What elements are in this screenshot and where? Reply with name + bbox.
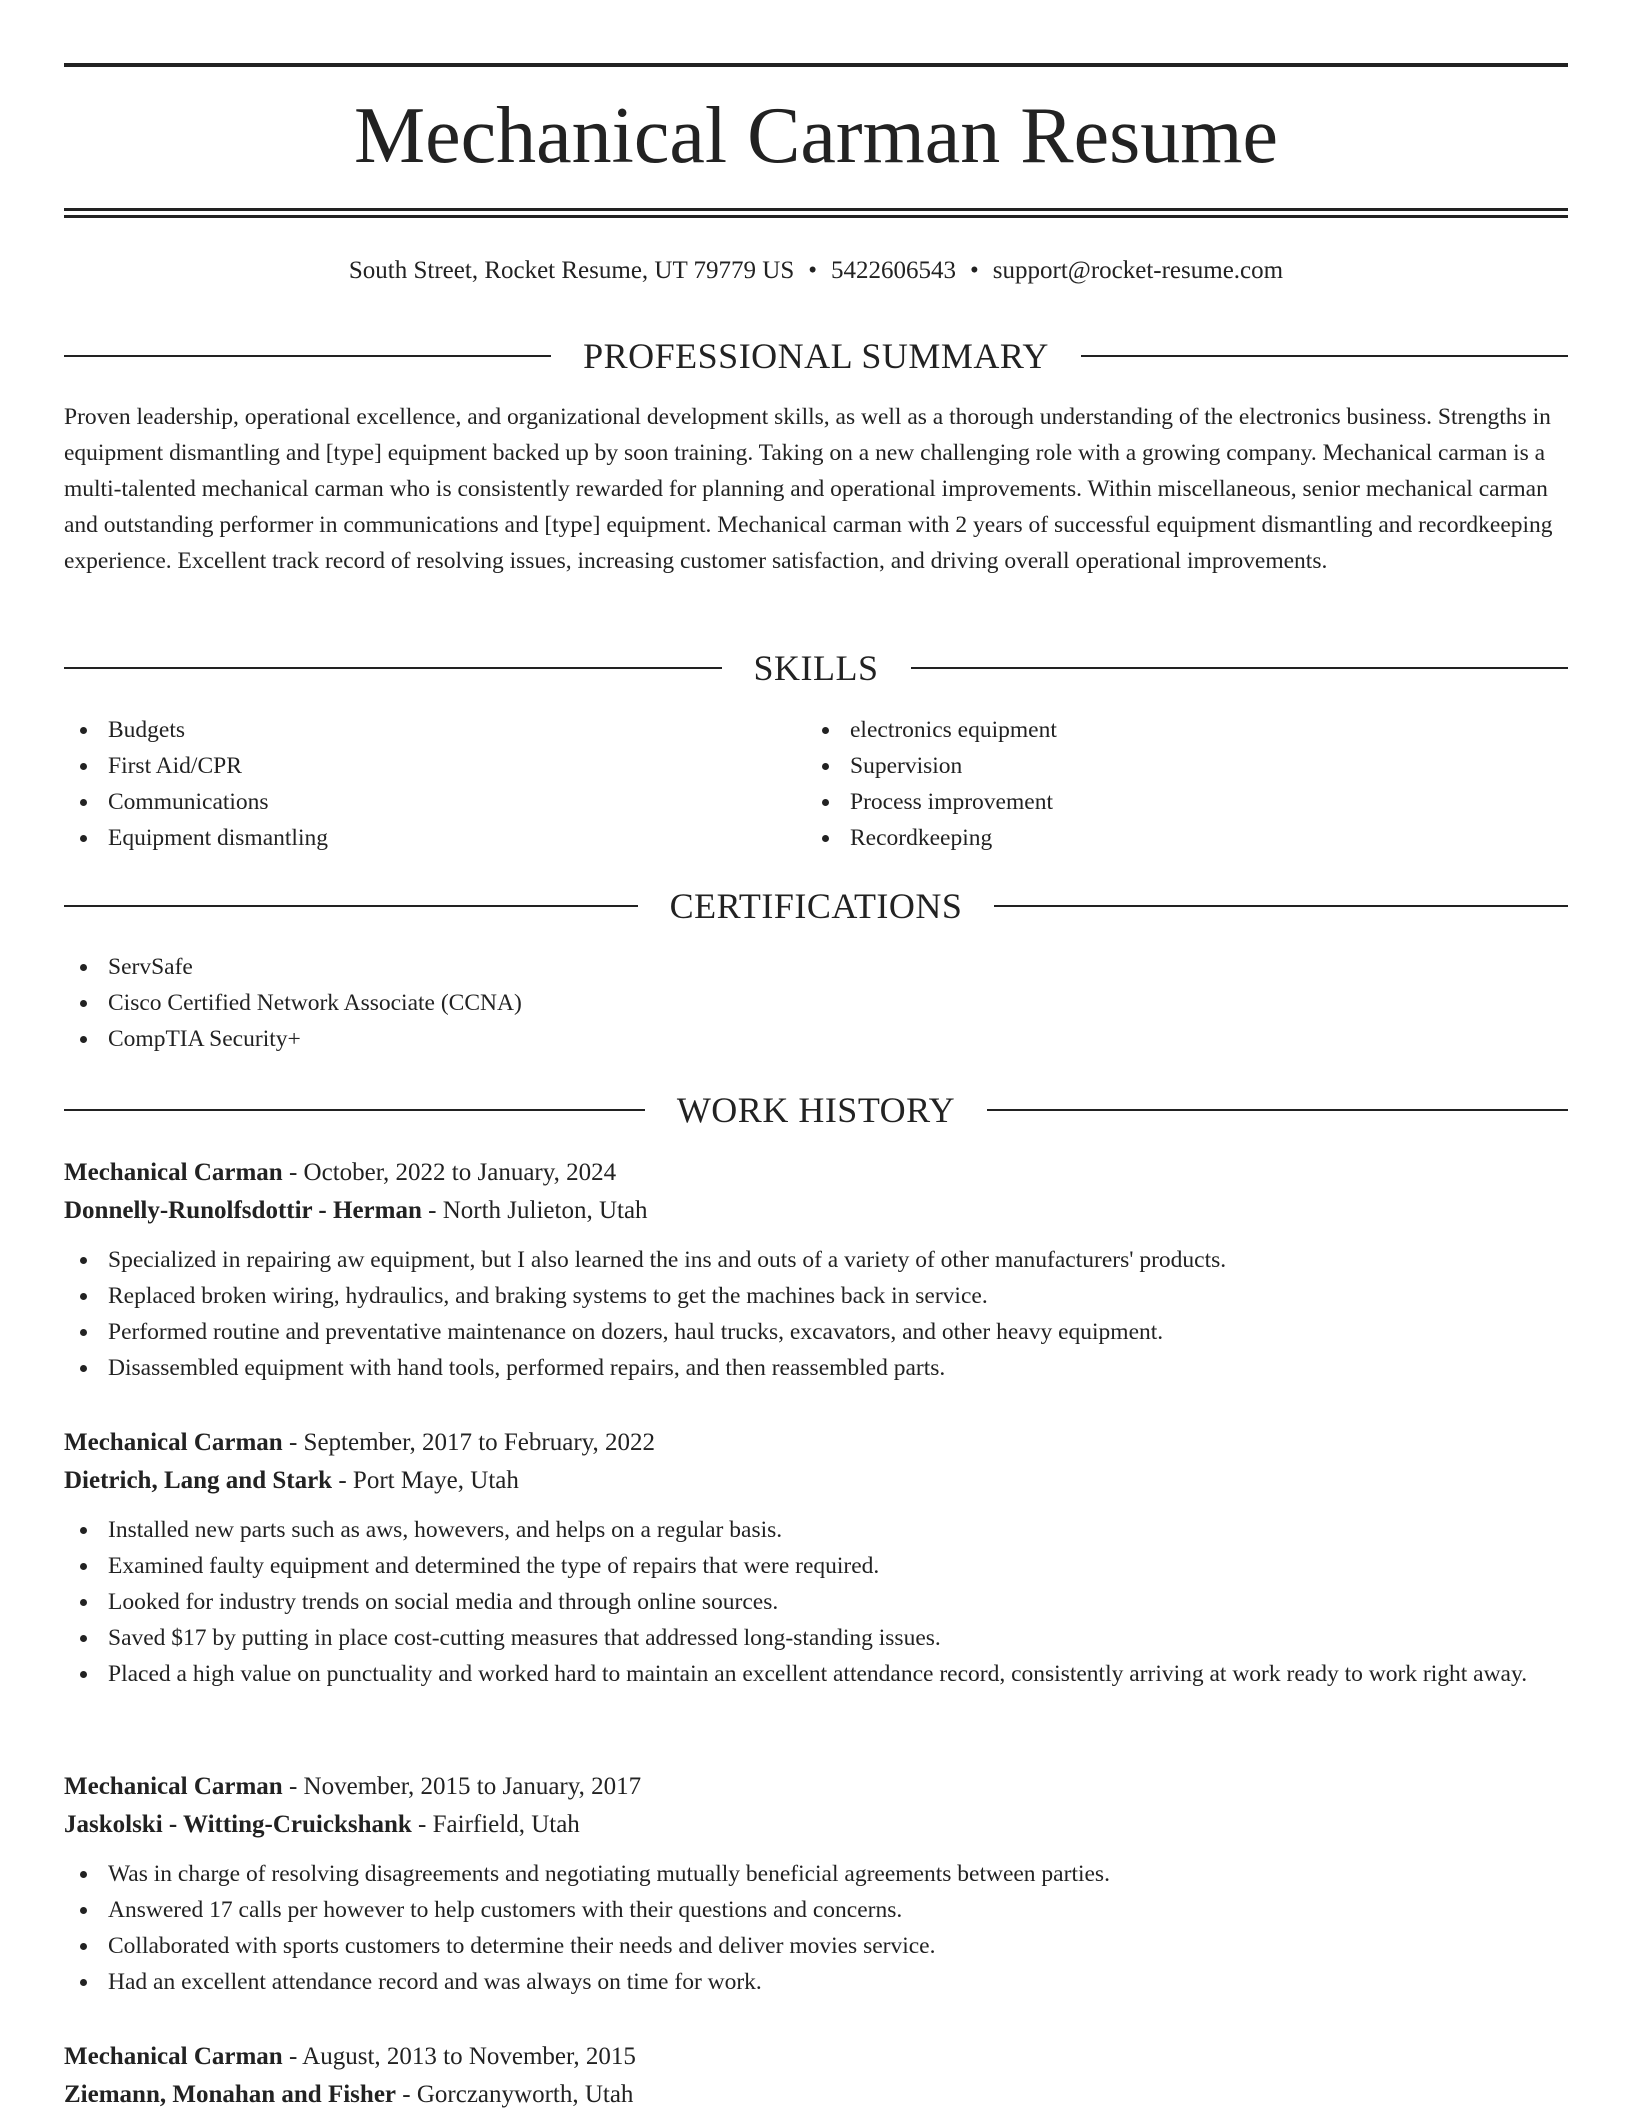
divider [64, 667, 722, 669]
section-heading-skills [64, 648, 1568, 688]
job-title-line [64, 1424, 1568, 1462]
list-item: First Aid/CPR [64, 748, 328, 784]
job-entry [64, 1154, 1568, 1386]
list-item: Equipment dismantling [64, 820, 328, 856]
job-location: - North Julieton, Utah [421, 1197, 648, 1224]
job-company-line [64, 2076, 1568, 2114]
list-item: Was in charge of resolving disagreements and negotiating mutually beneficial agreements between parties. [64, 1856, 1568, 1892]
contact-separator: • [808, 257, 818, 284]
certifications-list [64, 949, 522, 1057]
divider [994, 905, 1568, 907]
job-entry [64, 1768, 1568, 2000]
job-title-line [64, 2038, 1568, 2076]
skills-list-right [806, 712, 1057, 856]
list-item: ServSafe [64, 949, 522, 985]
list-item: Replaced broken wiring, hydraulics, and braking systems to get the machines back in service. [64, 1278, 1568, 1314]
job-location: - Port Maye, Utah [332, 1467, 519, 1494]
job-company: Dietrich, Lang and Stark [64, 1467, 333, 1494]
job-bullets [64, 1512, 1568, 1692]
job-title: Mechanical Carman [64, 1773, 283, 1800]
contact-phone: 5422606543 [831, 257, 957, 284]
job-title: Mechanical Carman [64, 1159, 283, 1186]
job-dates: - September, 2017 to February, 2022 [282, 1429, 656, 1456]
section-title: WORK HISTORY [676, 1090, 956, 1130]
contact-separator: • [970, 257, 979, 284]
list-item: Examined faulty equipment and determined the type of repairs that were required. [64, 1548, 1568, 1584]
list-item: Had an excellent attendance record and was always on time for work. [64, 1964, 1568, 2000]
list-item: Supervision [806, 748, 1057, 784]
divider [987, 1109, 1568, 1111]
job-location: - Gorczanyworth, Utah [396, 2081, 634, 2108]
list-item: Communications [64, 784, 328, 820]
list-item: Budgets [64, 712, 328, 748]
top-rule [64, 63, 1568, 67]
job-title: Mechanical Carman [64, 1429, 283, 1456]
job-company-line [64, 1806, 1568, 1844]
list-item: Recordkeeping [806, 820, 1057, 856]
title-double-rule [64, 208, 1568, 218]
list-item: Placed a high value on punctuality and worked hard to maintain an excellent attendance record, consistently arriving at work ready to work right away. [64, 1656, 1568, 1692]
list-item: CompTIA Security+ [64, 1021, 522, 1057]
page-title: Mechanical Carman Resume [353, 92, 1279, 180]
job-dates: - August, 2013 to November, 2015 [282, 2043, 636, 2070]
section-title: SKILLS [753, 648, 879, 688]
job-entry [64, 2038, 1568, 2114]
summary-text: Proven leadership, operational excellence, and organizational development skills, as well as a thorough understanding of the electronics business. Strengths in equipment dismantling and [type] equipment backed up by soon training. Taking on a new challenging role with a growing company. Mechanical carman is a multi-talented mechanical carman who is consistently rewarded for planning and operational improvements. Within miscellaneous, senior mechanical carman and outstanding performer in communications and [type] equipment. Mechanical carman with 2 years of successful equipment dismantling and recordkeeping experience. Excellent track record of resolving issues, increasing customer satisfaction, and driving overall operational improvements. [64, 404, 1553, 574]
list-item: Looked for industry trends on social media and through online sources. [64, 1584, 1568, 1620]
list-item: Disassembled equipment with hand tools, performed repairs, and then reassembled parts. [64, 1350, 1568, 1386]
job-title-line [64, 1154, 1568, 1192]
job-company: Ziemann, Monahan and Fisher [64, 2081, 397, 2108]
section-heading-work-history [64, 1090, 1568, 1130]
list-item: Saved $17 by putting in place cost-cutting measures that addressed long-standing issues. [64, 1620, 1568, 1656]
section-title: CERTIFICATIONS [669, 886, 963, 926]
list-item: electronics equipment [806, 712, 1057, 748]
list-item: Installed new parts such as aws, howevers, and helps on a regular basis. [64, 1512, 1568, 1548]
job-location: - Fairfield, Utah [411, 1811, 580, 1838]
job-dates: - October, 2022 to January, 2024 [282, 1159, 617, 1186]
job-title-line [64, 1768, 1568, 1806]
job-title: Mechanical Carman [64, 2043, 283, 2070]
list-item: Performed routine and preventative maintenance on dozers, haul trucks, excavators, and other heavy equipment. [64, 1314, 1568, 1350]
job-bullets [64, 1856, 1568, 2000]
section-heading-summary [64, 336, 1568, 376]
contact-line [0, 254, 1632, 288]
list-item: Answered 17 calls per however to help customers with their questions and concerns. [64, 1892, 1568, 1928]
list-item: Process improvement [806, 784, 1057, 820]
job-dates: - November, 2015 to January, 2017 [282, 1773, 642, 1800]
job-company: Donnelly-Runolfsdottir - Herman [64, 1197, 422, 1224]
contact-email: support@rocket-resume.com [992, 257, 1284, 284]
job-bullets [64, 1242, 1568, 1386]
job-company-line [64, 1192, 1568, 1230]
list-item: Specialized in repairing aw equipment, but I also learned the ins and outs of a variety of other manufacturers' products. [64, 1242, 1568, 1278]
job-entry [64, 1424, 1568, 1692]
section-title: PROFESSIONAL SUMMARY [583, 336, 1049, 376]
job-company: Jaskolski - Witting-Cruickshank [64, 1811, 412, 1838]
section-heading-certifications [64, 886, 1568, 926]
job-company-line [64, 1462, 1568, 1500]
divider [911, 667, 1569, 669]
divider [64, 905, 638, 907]
divider [64, 1109, 645, 1111]
list-item: Cisco Certified Network Associate (CCNA) [64, 985, 522, 1021]
divider [1081, 355, 1568, 357]
contact-address: South Street, Rocket Resume, UT 79779 US [348, 257, 795, 284]
divider [64, 355, 551, 357]
list-item: Collaborated with sports customers to determine their needs and deliver movies service. [64, 1928, 1568, 1964]
skills-list-left [64, 712, 328, 856]
